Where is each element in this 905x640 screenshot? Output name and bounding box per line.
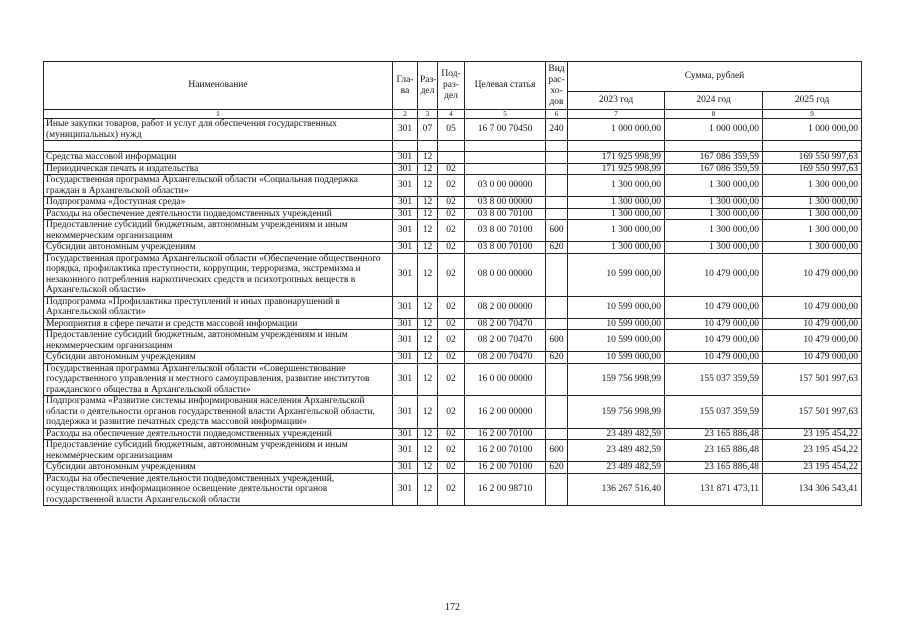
cell-razdel: 12 <box>418 352 438 364</box>
cell-glava: 301 <box>393 473 418 506</box>
cell-target: 08 2 00 70470 <box>465 352 546 364</box>
table-row <box>44 119 862 141</box>
cell-name: Расходы на обеспечение деятельности подведомственных учреждений <box>44 208 393 220</box>
cell-razdel: 12 <box>418 428 438 440</box>
cell-name: Субсидии автономным учреждениям <box>44 352 393 364</box>
cell-razdel: 12 <box>418 396 438 429</box>
cell-2023: 1 300 000,00 <box>568 242 665 254</box>
cell-podrazdel: 02 <box>438 296 465 318</box>
cell-name: Иные закупки товаров, работ и услуг для обеспечения государственных (муниципальных) нужд <box>44 119 393 141</box>
cell-2023: 23 489 482,59 <box>568 462 665 474</box>
cell-podrazdel: 05 <box>438 119 465 141</box>
cell-glava: 301 <box>393 175 418 197</box>
cell-vid: 600 <box>546 220 568 242</box>
table-row <box>44 363 862 396</box>
col-number: 5 <box>465 110 546 119</box>
cell-podrazdel: 02 <box>438 253 465 296</box>
cell-target: 16 2 00 70100 <box>465 428 546 440</box>
col-number: 9 <box>763 110 862 119</box>
col-number: 4 <box>438 110 465 119</box>
cell-razdel: 12 <box>418 462 438 474</box>
header-vid: Вид рас-хо-дов <box>546 62 568 110</box>
cell-vid <box>546 428 568 440</box>
cell-vid <box>546 363 568 396</box>
cell-target: 08 2 00 70470 <box>465 330 546 352</box>
table-row <box>44 318 862 330</box>
cell-glava: 301 <box>393 440 418 462</box>
cell-razdel: 12 <box>418 363 438 396</box>
cell-2023: 159 756 998,99 <box>568 396 665 429</box>
cell-name: Расходы на обеспечение деятельности подведомственных учреждений <box>44 428 393 440</box>
cell-razdel: 12 <box>418 208 438 220</box>
cell-2025: 1 300 000,00 <box>763 197 862 209</box>
cell-2023: 23 489 482,59 <box>568 440 665 462</box>
cell-podrazdel: 02 <box>438 330 465 352</box>
cell-razdel: 12 <box>418 197 438 209</box>
cell-2023: 1 300 000,00 <box>568 220 665 242</box>
table-row <box>44 296 862 318</box>
blank-row <box>44 141 862 152</box>
cell-razdel: 12 <box>418 242 438 254</box>
cell-razdel: 12 <box>418 296 438 318</box>
cell-2023: 1 000 000,00 <box>568 119 665 141</box>
cell-glava: 301 <box>393 253 418 296</box>
cell-target <box>465 163 546 175</box>
cell-podrazdel <box>438 152 465 164</box>
table-row <box>44 440 862 462</box>
cell-podrazdel: 02 <box>438 208 465 220</box>
cell-2025: 10 479 000,00 <box>763 253 862 296</box>
col-number: 6 <box>546 110 568 119</box>
cell-vid <box>546 208 568 220</box>
table-row <box>44 242 862 254</box>
cell-2025: 1 300 000,00 <box>763 208 862 220</box>
cell-2025 <box>763 141 862 152</box>
cell-2024: 1 300 000,00 <box>665 175 763 197</box>
cell-2024: 10 479 000,00 <box>665 253 763 296</box>
cell-podrazdel: 02 <box>438 473 465 506</box>
table-row <box>44 220 862 242</box>
cell-vid: 620 <box>546 352 568 364</box>
cell-target: 16 2 00 70100 <box>465 462 546 474</box>
cell-podrazdel: 02 <box>438 440 465 462</box>
cell-2023: 23 489 482,59 <box>568 428 665 440</box>
cell-name: Подпрограмма «Доступная среда» <box>44 197 393 209</box>
cell-podrazdel: 02 <box>438 462 465 474</box>
cell-razdel: 12 <box>418 253 438 296</box>
cell-2023: 10 599 000,00 <box>568 253 665 296</box>
cell-podrazdel: 02 <box>438 220 465 242</box>
cell-glava: 301 <box>393 220 418 242</box>
header-glava: Гла-ва <box>393 62 418 110</box>
col-number: 3 <box>418 110 438 119</box>
cell-target: 16 2 00 70100 <box>465 440 546 462</box>
cell-target: 16 2 00 98710 <box>465 473 546 506</box>
cell-vid <box>546 141 568 152</box>
cell-2023: 136 267 516,40 <box>568 473 665 506</box>
cell-glava: 301 <box>393 363 418 396</box>
column-number-row <box>44 110 862 119</box>
cell-2024 <box>665 141 763 152</box>
cell-target: 03 8 00 00000 <box>465 197 546 209</box>
table-row <box>44 152 862 164</box>
cell-vid <box>546 253 568 296</box>
budget-table <box>43 61 862 506</box>
cell-razdel: 12 <box>418 152 438 164</box>
cell-razdel <box>418 141 438 152</box>
table-body <box>44 119 862 506</box>
cell-vid: 600 <box>546 330 568 352</box>
cell-2025: 1 300 000,00 <box>763 220 862 242</box>
header-podrazdel: Под-раз-дел <box>438 62 465 110</box>
cell-glava: 301 <box>393 330 418 352</box>
cell-2025: 1 300 000,00 <box>763 242 862 254</box>
cell-target <box>465 152 546 164</box>
cell-name: Средства массовой информации <box>44 152 393 164</box>
cell-2025: 23 195 454,22 <box>763 428 862 440</box>
cell-glava: 301 <box>393 318 418 330</box>
cell-2025: 23 195 454,22 <box>763 440 862 462</box>
table-row <box>44 462 862 474</box>
table-row <box>44 197 862 209</box>
cell-2025: 10 479 000,00 <box>763 318 862 330</box>
cell-vid: 620 <box>546 242 568 254</box>
table-header <box>44 62 862 119</box>
cell-2025: 157 501 997,63 <box>763 363 862 396</box>
table-row <box>44 473 862 506</box>
col-number: 7 <box>568 110 665 119</box>
cell-target: 03 8 00 70100 <box>465 208 546 220</box>
cell-2025: 10 479 000,00 <box>763 330 862 352</box>
cell-2024: 10 479 000,00 <box>665 318 763 330</box>
cell-target: 16 2 00 00000 <box>465 396 546 429</box>
cell-vid <box>546 152 568 164</box>
cell-2024: 1 300 000,00 <box>665 197 763 209</box>
cell-2023: 1 300 000,00 <box>568 208 665 220</box>
cell-2023: 10 599 000,00 <box>568 296 665 318</box>
cell-2024: 23 165 886,48 <box>665 462 763 474</box>
cell-glava: 301 <box>393 163 418 175</box>
cell-name: Подпрограмма «Профилактика преступлений и иных правонарушений в Архангельской области» <box>44 296 393 318</box>
cell-glava: 301 <box>393 197 418 209</box>
cell-vid <box>546 396 568 429</box>
cell-razdel: 12 <box>418 220 438 242</box>
cell-target: 03 8 00 70100 <box>465 242 546 254</box>
cell-2025: 169 550 997,63 <box>763 163 862 175</box>
cell-name: Субсидии автономным учреждениям <box>44 462 393 474</box>
table-row <box>44 175 862 197</box>
cell-target: 08 2 00 70470 <box>465 318 546 330</box>
cell-2023: 171 925 998,99 <box>568 163 665 175</box>
cell-glava: 301 <box>393 352 418 364</box>
cell-name: Мероприятия в сфере печати и средств массовой информации <box>44 318 393 330</box>
cell-2025: 169 550 997,63 <box>763 152 862 164</box>
cell-target: 03 8 00 70100 <box>465 220 546 242</box>
cell-2024: 167 086 359,59 <box>665 163 763 175</box>
cell-name: Периодическая печать и издательства <box>44 163 393 175</box>
cell-2023: 10 599 000,00 <box>568 352 665 364</box>
cell-target: 08 2 00 00000 <box>465 296 546 318</box>
cell-podrazdel: 02 <box>438 363 465 396</box>
cell-2024: 155 037 359,59 <box>665 396 763 429</box>
cell-2023: 10 599 000,00 <box>568 330 665 352</box>
cell-vid <box>546 318 568 330</box>
cell-2024: 155 037 359,59 <box>665 363 763 396</box>
cell-podrazdel: 02 <box>438 175 465 197</box>
cell-2023: 10 599 000,00 <box>568 318 665 330</box>
cell-target: 03 0 00 00000 <box>465 175 546 197</box>
cell-podrazdel: 02 <box>438 163 465 175</box>
cell-2023: 171 925 998,99 <box>568 152 665 164</box>
cell-2024: 1 000 000,00 <box>665 119 763 141</box>
cell-2024: 10 479 000,00 <box>665 330 763 352</box>
cell-vid: 240 <box>546 119 568 141</box>
cell-vid: 620 <box>546 462 568 474</box>
cell-2025: 10 479 000,00 <box>763 352 862 364</box>
cell-podrazdel: 02 <box>438 242 465 254</box>
cell-razdel: 12 <box>418 163 438 175</box>
cell-2024: 167 086 359,59 <box>665 152 763 164</box>
cell-2024: 23 165 886,48 <box>665 428 763 440</box>
cell-glava: 301 <box>393 462 418 474</box>
cell-podrazdel: 02 <box>438 318 465 330</box>
cell-2024: 1 300 000,00 <box>665 208 763 220</box>
col-number: 8 <box>665 110 763 119</box>
cell-glava: 301 <box>393 208 418 220</box>
cell-2024: 10 479 000,00 <box>665 296 763 318</box>
cell-target <box>465 141 546 152</box>
cell-razdel: 12 <box>418 440 438 462</box>
cell-2023: 1 300 000,00 <box>568 197 665 209</box>
cell-2024: 1 300 000,00 <box>665 220 763 242</box>
cell-glava: 301 <box>393 119 418 141</box>
header-year-2023: 2023 год <box>568 92 665 110</box>
cell-vid <box>546 175 568 197</box>
cell-podrazdel <box>438 141 465 152</box>
header-sum: Сумма, рублей <box>568 62 862 92</box>
cell-2023: 159 756 998,99 <box>568 363 665 396</box>
cell-2023: 1 300 000,00 <box>568 175 665 197</box>
cell-2025: 134 306 543,41 <box>763 473 862 506</box>
cell-podrazdel: 02 <box>438 352 465 364</box>
cell-target: 16 0 00 00000 <box>465 363 546 396</box>
cell-2024: 10 479 000,00 <box>665 352 763 364</box>
cell-name <box>44 141 393 152</box>
cell-name: Подпрограмма «Развитие системы информирования населения Архангельской области о деятельности органов государственной власти Архангельской области, поддержка и развитие печатных средств массовой информации» <box>44 396 393 429</box>
cell-podrazdel: 02 <box>438 197 465 209</box>
header-target: Целевая статья <box>465 62 546 110</box>
cell-name: Предоставление субсидий бюджетным, автономным учреждениям и иным некоммерческим организациям <box>44 220 393 242</box>
cell-razdel: 07 <box>418 119 438 141</box>
cell-glava: 301 <box>393 242 418 254</box>
cell-target: 16 7 00 70450 <box>465 119 546 141</box>
table-row <box>44 253 862 296</box>
cell-razdel: 12 <box>418 318 438 330</box>
cell-2025: 10 479 000,00 <box>763 296 862 318</box>
cell-name: Предоставление субсидий бюджетным, автономным учреждениям и иным некоммерческим организациям <box>44 440 393 462</box>
cell-2025: 157 501 997,63 <box>763 396 862 429</box>
table-row <box>44 330 862 352</box>
cell-vid <box>546 473 568 506</box>
cell-2023 <box>568 141 665 152</box>
cell-glava: 301 <box>393 396 418 429</box>
cell-vid <box>546 296 568 318</box>
cell-name: Государственная программа Архангельской области «Совершенствование государственного управления и местного самоуправления, развитие институтов гражданского общества в Архангельской области» <box>44 363 393 396</box>
cell-razdel: 12 <box>418 175 438 197</box>
cell-glava: 301 <box>393 428 418 440</box>
header-razdel: Раз-дел <box>418 62 438 110</box>
cell-target: 08 0 00 00000 <box>465 253 546 296</box>
cell-glava: 301 <box>393 296 418 318</box>
table-row <box>44 208 862 220</box>
col-number: 1 <box>44 110 393 119</box>
cell-vid <box>546 197 568 209</box>
cell-name: Предоставление субсидий бюджетным, автономным учреждениям и иным некоммерческим организациям <box>44 330 393 352</box>
cell-name: Государственная программа Архангельской области «Обеспечение общественного порядка, профилактика преступности, коррупции, терроризма, экстремизма и незаконного потребления наркотических средств и психотропных веществ в Архангельской области» <box>44 253 393 296</box>
table-row <box>44 428 862 440</box>
cell-razdel: 12 <box>418 330 438 352</box>
header-year-2025: 2025 год <box>763 92 862 110</box>
cell-2024: 131 871 473,11 <box>665 473 763 506</box>
cell-razdel: 12 <box>418 473 438 506</box>
cell-vid: 600 <box>546 440 568 462</box>
table-row <box>44 163 862 175</box>
cell-2025: 1 300 000,00 <box>763 175 862 197</box>
header-name: Наименование <box>44 62 393 110</box>
col-number: 2 <box>393 110 418 119</box>
page-number: 172 <box>445 602 460 613</box>
cell-podrazdel: 02 <box>438 428 465 440</box>
cell-glava <box>393 141 418 152</box>
cell-name: Расходы на обеспечение деятельности подведомственных учреждений, осуществляющих информационное освещение деятельности органов государственной власти Архангельской области <box>44 473 393 506</box>
cell-vid <box>546 163 568 175</box>
cell-2024: 23 165 886,48 <box>665 440 763 462</box>
table-row <box>44 352 862 364</box>
cell-podrazdel: 02 <box>438 396 465 429</box>
cell-2025: 1 000 000,00 <box>763 119 862 141</box>
cell-2024: 1 300 000,00 <box>665 242 763 254</box>
header-year-2024: 2024 год <box>665 92 763 110</box>
cell-name: Государственная программа Архангельской области «Социальная поддержка граждан в Архангельской области» <box>44 175 393 197</box>
table-row <box>44 396 862 429</box>
cell-2025: 23 195 454,22 <box>763 462 862 474</box>
cell-name: Субсидии автономным учреждениям <box>44 242 393 254</box>
cell-glava: 301 <box>393 152 418 164</box>
